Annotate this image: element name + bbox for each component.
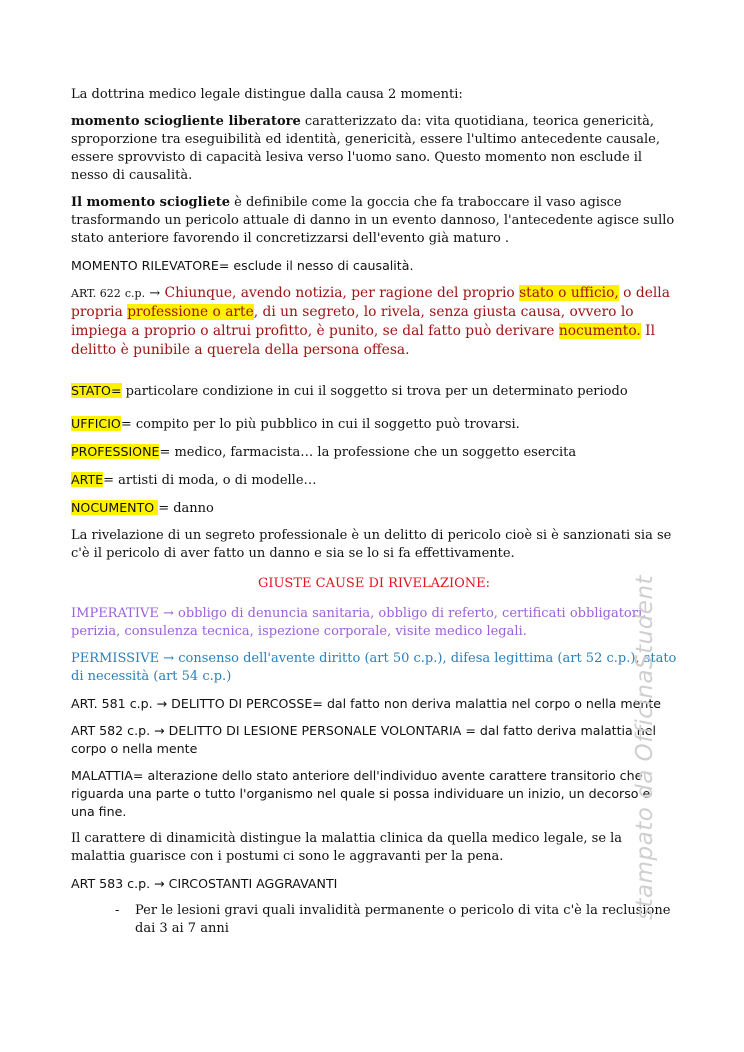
art-581-paragraph: ART. 581 c.p. → DELITTO DI PERCOSSE= dal fatto non deriva malattia nel corpo o nella mente [71, 696, 662, 711]
definition-text: particolare condizione in cui il soggetto si trova per un determinato periodo [121, 384, 628, 399]
paragraph-sciogliente-liberatore [71, 113, 677, 185]
watermark: stampato da OfficinaStudent [632, 574, 658, 920]
bullet-dash: - [115, 903, 120, 918]
definition-professione [71, 443, 677, 462]
term-highlight: PROFESSIONE [71, 444, 160, 459]
definition-text: = compito per lo più pubblico in cui il soggetto può trovarsi. [120, 417, 520, 432]
term-highlight: ARTE [71, 472, 104, 487]
intro-paragraph: La dottrina medico legale distingue dalla causa 2 momenti: [71, 87, 463, 102]
art-622-paragraph [71, 284, 677, 360]
art-label: ART. 622 [71, 287, 121, 300]
definition-ufficio [71, 415, 677, 434]
term-highlight: STATO= [71, 383, 122, 398]
imperative-paragraph: IMPERATIVE → obbligo di denuncia sanitaria, obbligo di referto, certificati obbligatori, perizia, consulenza tecnica, ispezione corporale, visite medico legali. [71, 606, 647, 639]
bold-term: momento sciogliente liberatore [71, 114, 301, 129]
highlight-stato-ufficio: stato o ufficio, [519, 285, 619, 301]
art-582-paragraph: ART 582 c.p. → DELITTO DI LESIONE PERSONALE VOLONTARIA = dal fatto deriva malattia nel corpo o nella mente [71, 723, 656, 756]
permissive-paragraph: PERMISSIVE → consenso dell'avente diritto (art 50 c.p.), difesa legittima (art 52 c.p.), stato di necessità (art 54 c.p.) [71, 651, 677, 684]
definition-stato [71, 382, 677, 401]
paragraph-text: è definibile come la goccia che fa traboccare il vaso agisce trasformando un pericolo attuale di danno in un evento dannoso, l'antecedente agisce sullo stato anteriore favorendo il concretizzarsi dell'evento già maturo . [71, 195, 675, 246]
definition-text: = medico, farmacista… la professione che un soggetto esercita [159, 445, 577, 460]
definition-nocumento [71, 499, 677, 518]
art-583-paragraph: ART 583 c.p. → CIRCOSTANTI AGGRAVANTI [71, 876, 338, 891]
dinamicita-paragraph: Il carattere di dinamicità distingue la malattia clinica da quella medico legale, se la malattia guarisce con i postumi ci sono le aggravanti per la pena. [71, 831, 623, 864]
highlight-nocumento: nocumento. [558, 323, 641, 339]
quote-text: Chiunque, avendo notizia, per ragione del proprio [160, 285, 520, 301]
quote-text: o della propria [71, 285, 670, 320]
paragraph-text: caratterizzato da: vita quotidiana, teorica genericità, sproporzione tra eseguibilità ed identità, genericità, essere l'ultimo antecedente causale, essere sprovvisto di capacità lesiva verso l'uomo sano. Questo momento non esclude il nesso di causalità. [71, 114, 660, 183]
list-item-text: Per le lesioni gravi quali invalidità permanente o pericolo di vita c'è la reclusione dai 3 ai 7 anni [135, 903, 671, 936]
paragraph-sciogliete [71, 194, 677, 248]
term-highlight: UFFICIO [71, 416, 121, 431]
quote-text: Il delitto è punibile a querela della persona offesa. [71, 323, 656, 358]
quote-text: , di un segreto, lo rivela, senza giusta causa, ovvero lo impiega a proprio o altrui profitto, è punito, se dal fatto può derivare [71, 304, 634, 339]
highlight-professione-arte: professione o arte [127, 304, 254, 320]
list-item [71, 902, 677, 938]
paragraph-rivelazione: La rivelazione di un segreto professionale è un delitto di pericolo cioè si è sanzionati sia se c'è il pericolo di aver fatto un danno e sia se lo si fa effettivamente. [71, 528, 672, 561]
definition-text: = danno [158, 501, 214, 516]
cp-label: c.p. [124, 287, 146, 300]
bold-term: Il momento sciogliete [71, 195, 231, 210]
arrow-icon: → [149, 286, 161, 301]
paragraph-rilevatore: MOMENTO RILEVATORE= esclude il nesso di causalità. [71, 258, 414, 273]
malattia-paragraph: MALATTIA= alterazione dello stato anteriore dell'individuo avente carattere transitorio che riguarda una parte o tutto l'organismo nel quale si possa individuare un inizio, un decorso e una fine. [71, 768, 651, 819]
definition-arte [71, 471, 677, 490]
term-highlight: NOCUMENTO [71, 500, 159, 515]
section-heading: GIUSTE CAUSE DI RIVELAZIONE: [257, 576, 491, 591]
definition-text: = artisti di moda, o di modelle… [103, 473, 317, 488]
document-body [71, 86, 677, 947]
